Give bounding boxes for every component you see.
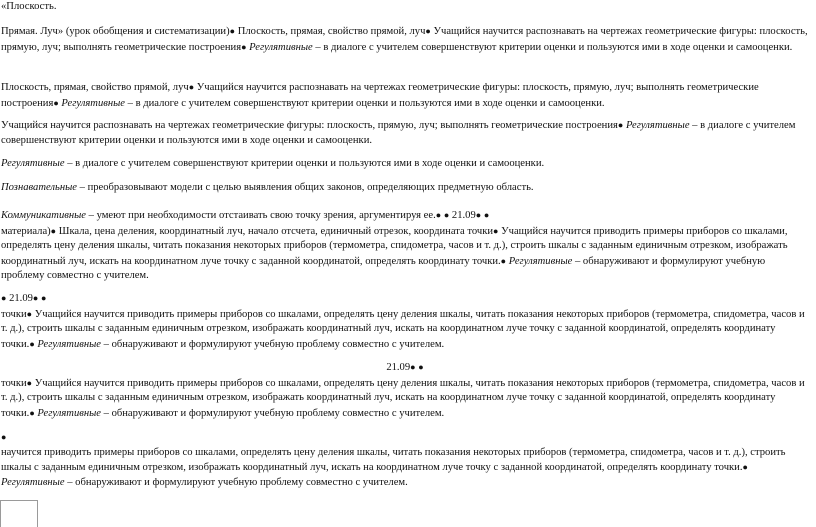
text: – в диалоге с учителем совершенствуют критерии оценки и пользуются ими в ходе оценки и самооценки. [124,97,605,109]
paragraph-title [1,0,809,15]
bullet-icon: ● [435,210,442,220]
italic-term: Регулятивные [508,255,573,267]
text: – в диалоге с учителем совершенствуют критерии оценки и пользуются ими в ходе оценки и самооценки. [1,120,796,146]
bullet-icon: ● [617,120,624,130]
bullet-icon: ● [742,462,748,473]
bullet-icon: ● [53,97,59,108]
text: Учащийся научится приводить примеры приборов со шкалами, определять цену деления шкалы, читать показания некоторых приборов (термометра, спидометра, часов и т. д.), строить шкалы с заданным единичным отрезком, изображать координатный луч, искать на координатном луче точку с заданной координатой, определять координату точки. [1,377,805,419]
text: – обнаруживают и формулируют учебную проблему совместно с учителем. [64,476,408,488]
italic-term: Регулятивные [1,158,65,169]
bullet-icon: ● [50,225,57,236]
paragraph-10 [1,430,809,490]
bullet-icon: ● [229,26,236,36]
bullet-icon: ● [483,210,490,220]
paragraph-2 [1,24,809,55]
bullet-icon: ● [29,407,35,418]
bullet-icon: ● [425,26,431,36]
bullet-icon: ● [493,225,499,236]
date-line [1,360,809,376]
bullet-icon: ● [29,338,35,349]
italic-term: Регулятивные [61,97,125,109]
text: Учащийся научится распознавать на чертежах геометрические фигуры: плоскость, прямую, луч; выполнять геометрические построения [1,120,618,131]
date-text: 21.09 [449,210,476,221]
paragraph-7 [1,208,809,284]
bullet-icon: ● [443,210,450,220]
text: – умеют при необходимости отстаивать свою точку зрения, аргументируя ее. [85,210,436,221]
bullet-icon: ● [410,362,416,372]
text: – в диалоге с учителем совершенствуют критерии оценки и пользуются ими в ходе оценки и самооценки. [64,158,545,169]
text: – обнаруживают и формулируют учебную проблему совместно с учителем. [100,338,445,350]
bullet-icon: ● [475,210,482,220]
text: Учащийся научится распознавать на чертежах геометрические фигуры: плоскость, прямую, луч; выполнять геометрические построения [1,26,808,53]
bullet-icon: ● [41,293,47,303]
date-text: 21.09 [6,293,33,304]
bullet-icon: ● [1,432,7,442]
bullet-icon: ● [32,293,39,303]
paragraph-4 [1,118,809,148]
italic-term: Коммуникативные [1,210,86,221]
bullet-icon: ● [241,41,247,52]
text: Учащийся научится приводить примеры приборов со шкалами, определять цену деления шкалы, читать показания некоторых приборов (термометра, спидометра, часов и т. д.), строить шкалы с заданным единичным отрезком, изображать координатный луч, искать на координатном луче точку с заданной координатой, определять координату точки. [1,308,805,350]
italic-term: Регулятивные [249,41,313,53]
italic-term: Регулятивные [1,476,65,488]
text: научится приводить примеры приборов со шкалами, определять цену деления шкалы, читать показания некоторых приборов (термометра, спидометра, часов и т. д.), строить шкалы с заданным единичным отрезком, изображать координатный луч, искать на координатном луче точку с заданной координатой, определять координату точки. [1,446,786,474]
paragraph-3 [1,80,809,111]
text: Плоскость, прямая, свойство прямой, луч [235,26,426,37]
text: – преобразовывают модели с целью выявления общих законов, определяющих предметную область. [76,182,534,193]
italic-term: Регулятивные [37,338,101,350]
text: Шкала, цена деления, координатный луч, начало отсчета, единичный отрезок, координата точки [56,225,494,237]
bullet-icon: ● [26,377,33,388]
paragraph-8 [1,291,809,352]
text: Плоскость, прямая, свойство прямой, луч [1,82,189,93]
text: Прямая. Луч» (урок обобщения и систематизации) [1,26,230,37]
bullet-icon: ● [26,308,33,319]
bullet-icon: ● [500,255,507,266]
paragraph-5 [1,157,809,172]
italic-term: Регулятивные [37,407,101,419]
paragraph-6 [1,181,809,196]
text: точки [1,377,27,389]
text: Учащийся научится приводить примеры приборов со шкалами, определять цену деления шкалы, читать показания некоторых приборов (термометра, спидометра, часов и т. д.), строить шкалы с заданным единичным отрезком, изображать координатный луч, искать на координатном луче точку с заданной координатой, определять координату точки. [1,225,788,267]
empty-box [0,500,38,527]
text: Учащийся научится распознавать на чертежах геометрические фигуры: плоскость, прямую, луч; выполнять геометрические построения [1,82,759,109]
text: – обнаруживают и формулируют учебную проблему совместно с учителем. [100,407,445,419]
title-text: «Плоскость. [1,1,57,12]
text: – обнаруживают и формулируют учебную проблему совместно с учителем. [1,255,766,282]
paragraph-9 [1,360,809,421]
text: – в диалоге с учителем совершенствуют критерии оценки и пользуются ими в ходе оценки и самооценки. [312,41,793,53]
text: точки [1,308,27,320]
bullet-icon: ● [418,362,424,372]
italic-term: Регулятивные [625,120,690,131]
italic-term: Познавательные [1,182,77,193]
bullet-icon: ● [188,82,195,92]
text: материала) [1,225,51,237]
date-text: 21.09 [386,362,411,373]
bullet-icon: ● [1,293,7,303]
